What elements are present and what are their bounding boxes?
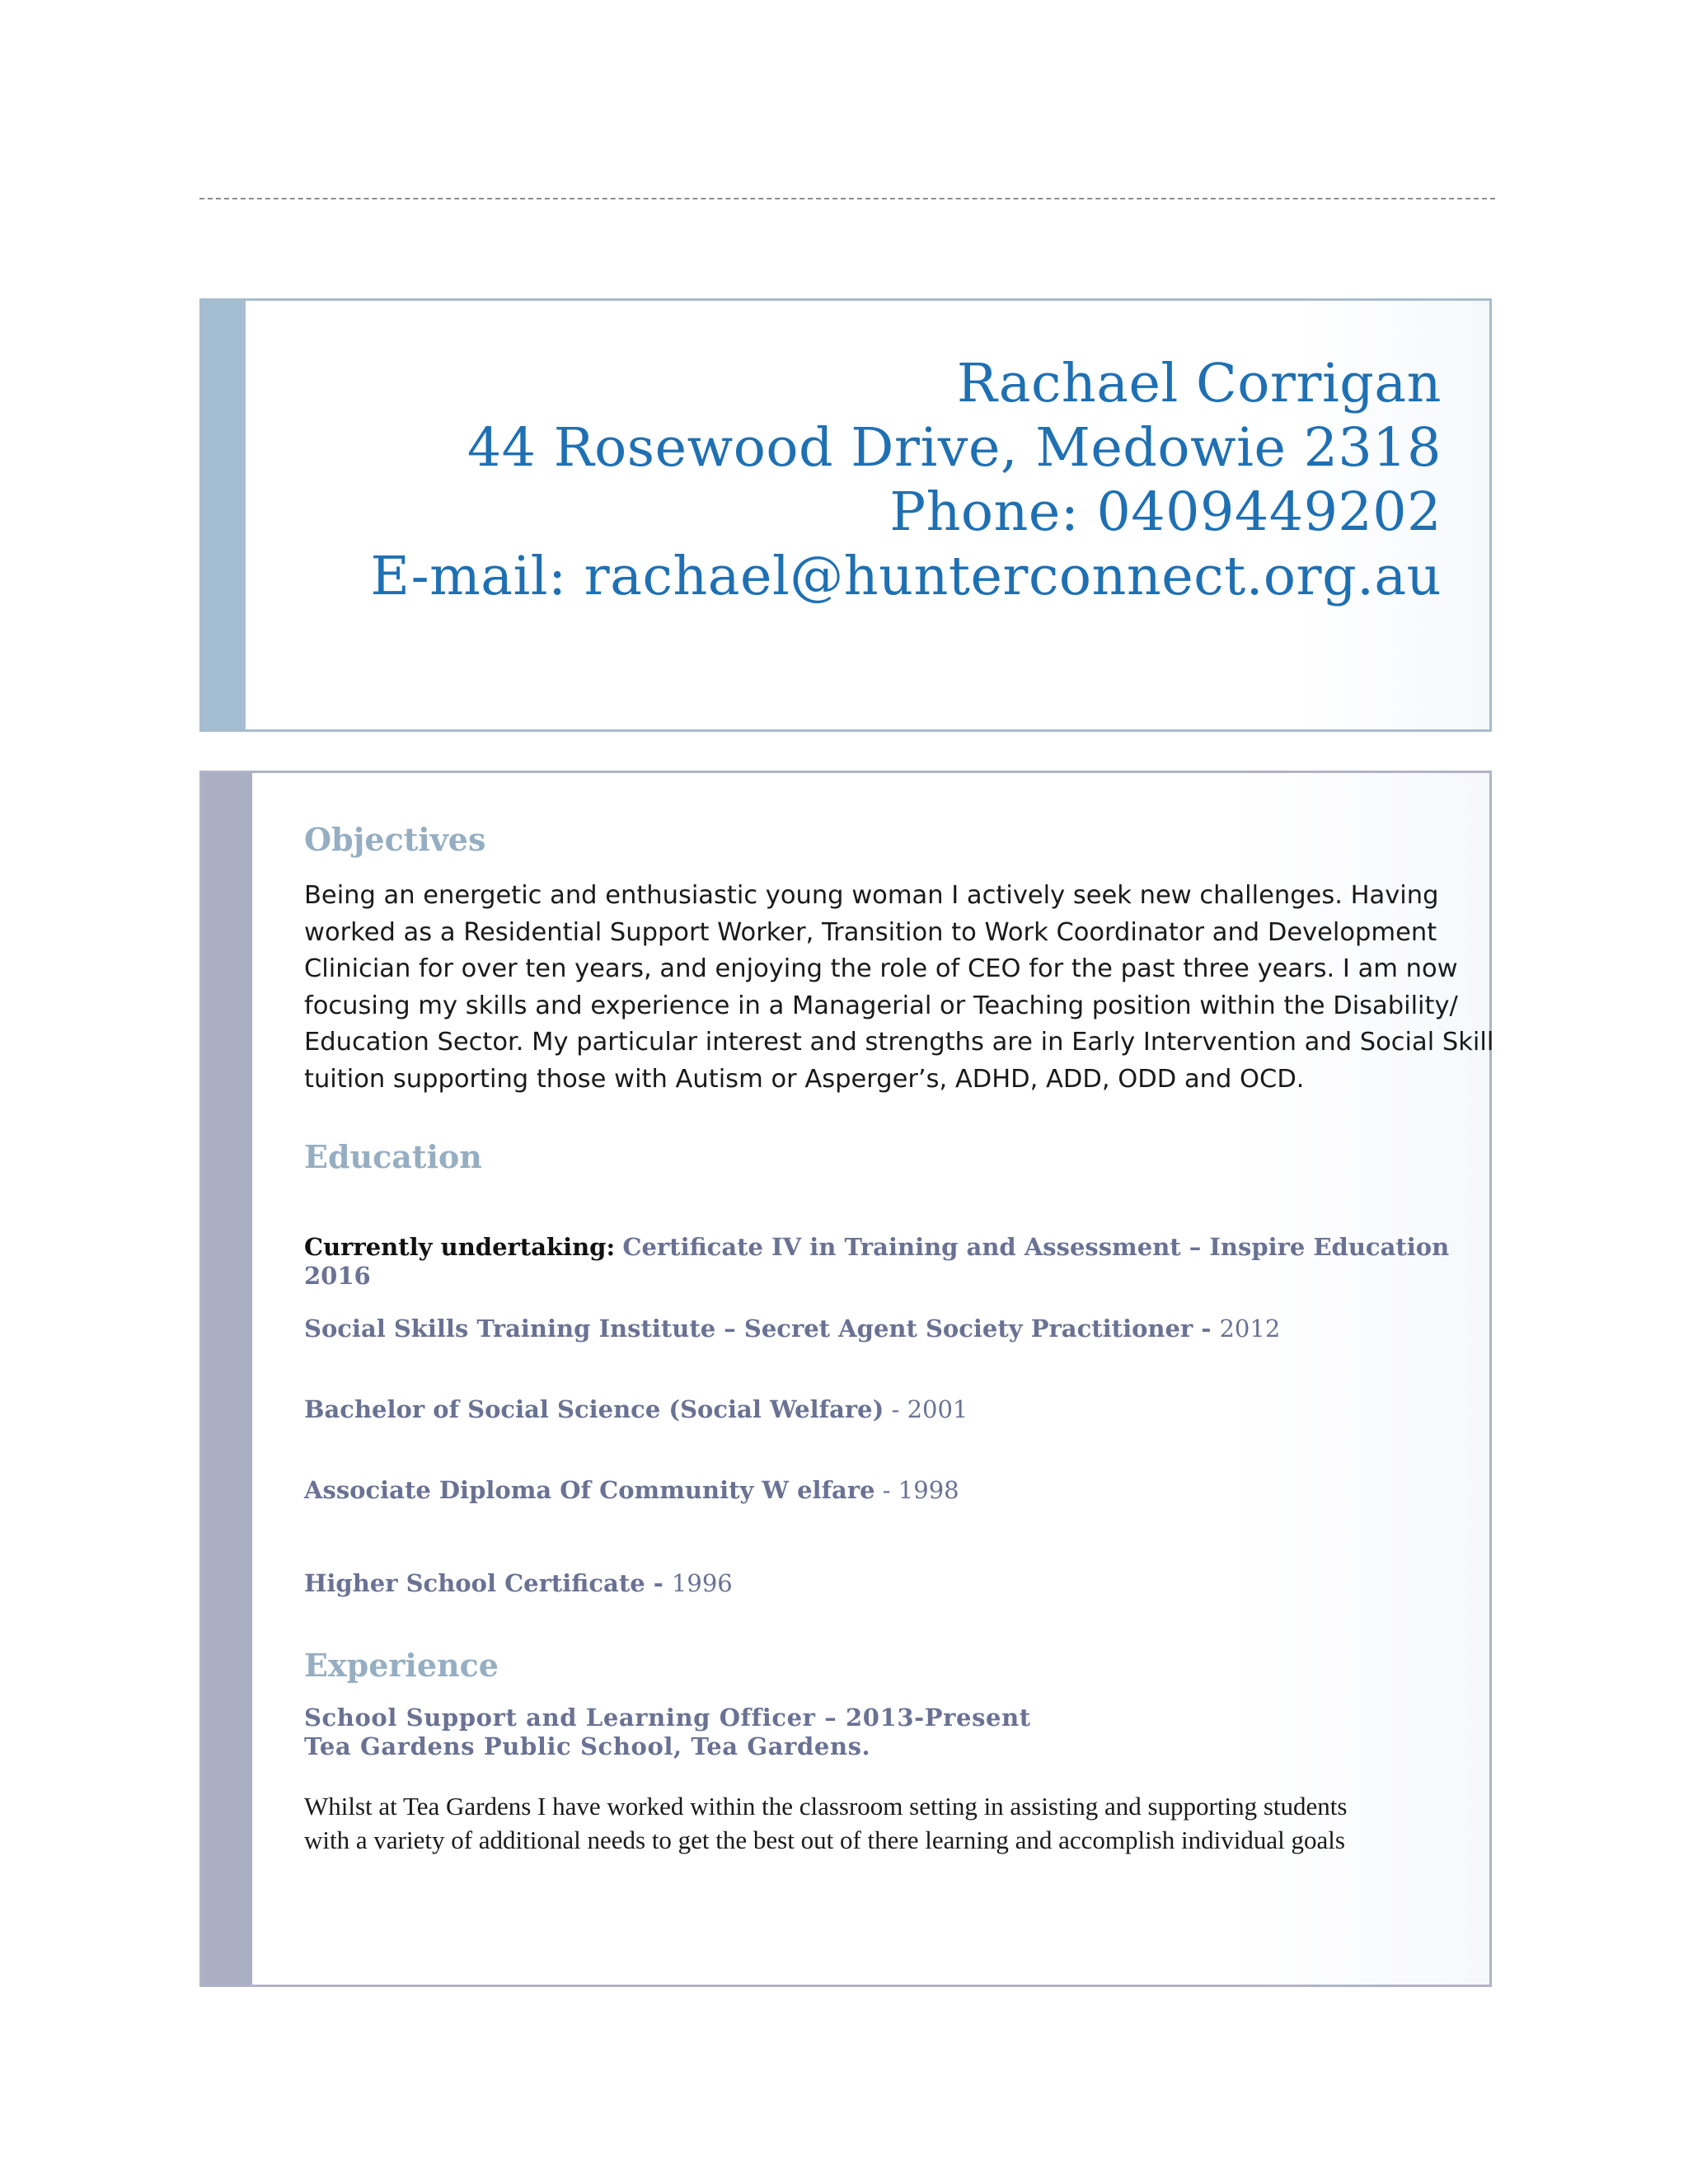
contact-details xyxy=(371,352,1442,609)
experience-heading: Experience xyxy=(304,1647,499,1684)
dashed-divider xyxy=(199,198,1495,199)
objectives-line: Education Sector. My particular interest and strengths are in Early Intervention and Social Skill xyxy=(304,1028,1494,1057)
body-accent-bar xyxy=(202,773,252,1985)
current-label: Currently undertaking: xyxy=(304,1233,616,1261)
education-current-year: 2016 xyxy=(304,1262,371,1290)
objectives-line: tuition supporting those with Autism or Asperger’s, ADHD, ADD, ODD and OCD. xyxy=(304,1064,1305,1094)
experience-description-line: Whilst at Tea Gardens I have worked within the classroom setting in assisting and supporting students xyxy=(304,1792,1348,1821)
education-item-year: - 1998 xyxy=(874,1476,959,1504)
education-item-title: Bachelor of Social Science (Social Welfare) xyxy=(304,1395,884,1423)
objectives-line: focusing my skills and experience in a Managerial or Teaching position within the Disability/ xyxy=(304,991,1458,1020)
education-item-year: 1996 xyxy=(671,1569,733,1597)
education-item xyxy=(304,1475,959,1505)
current-course-title: Certificate IV in Training and Assessment – Inspire Education xyxy=(622,1233,1450,1261)
contact-header-box xyxy=(199,298,1492,732)
education-item-title: Social Skills Training Institute – Secret Agent Society Practitioner - xyxy=(304,1315,1220,1343)
education-current-item xyxy=(304,1232,1449,1262)
education-item xyxy=(304,1394,968,1424)
applicant-email: E-mail: rachael@hunterconnect.org.au xyxy=(370,546,1442,607)
experience-description-line: with a variety of additional needs to get the best out of there learning and accomplish individual goals xyxy=(304,1825,1345,1854)
objectives-heading: Objectives xyxy=(304,821,486,858)
experience-employer: Tea Gardens Public School, Tea Gardens. xyxy=(304,1732,871,1760)
objectives-line: Clinician for over ten years, and enjoying the role of CEO for the past three years. I am now xyxy=(304,954,1458,983)
objectives-line: Being an energetic and enthusiastic young woman I actively seek new challenges. Having xyxy=(304,881,1439,910)
education-heading: Education xyxy=(304,1138,482,1175)
education-item xyxy=(304,1314,1280,1343)
resume-body-box xyxy=(199,771,1492,1987)
experience-role: School Support and Learning Officer – 2013-Present xyxy=(304,1704,1031,1732)
education-item-year: - 2001 xyxy=(884,1395,968,1423)
objectives-paragraph xyxy=(304,878,1494,1098)
education-item xyxy=(304,1568,733,1598)
header-accent-bar xyxy=(202,301,246,729)
applicant-name: Rachael Corrigan xyxy=(956,353,1442,415)
experience-description xyxy=(304,1789,1347,1857)
education-item-year: 2012 xyxy=(1219,1315,1281,1343)
education-item-title: Higher School Certificate - xyxy=(304,1569,672,1597)
education-item-title: Associate Diploma Of Community W elfare xyxy=(304,1476,875,1504)
applicant-phone: Phone: 0409449202 xyxy=(889,481,1442,543)
objectives-line: worked as a Residential Support Worker, Transition to Work Coordinator and Development xyxy=(304,917,1437,947)
applicant-address: 44 Rosewood Drive, Medowie 2318 xyxy=(467,417,1442,479)
